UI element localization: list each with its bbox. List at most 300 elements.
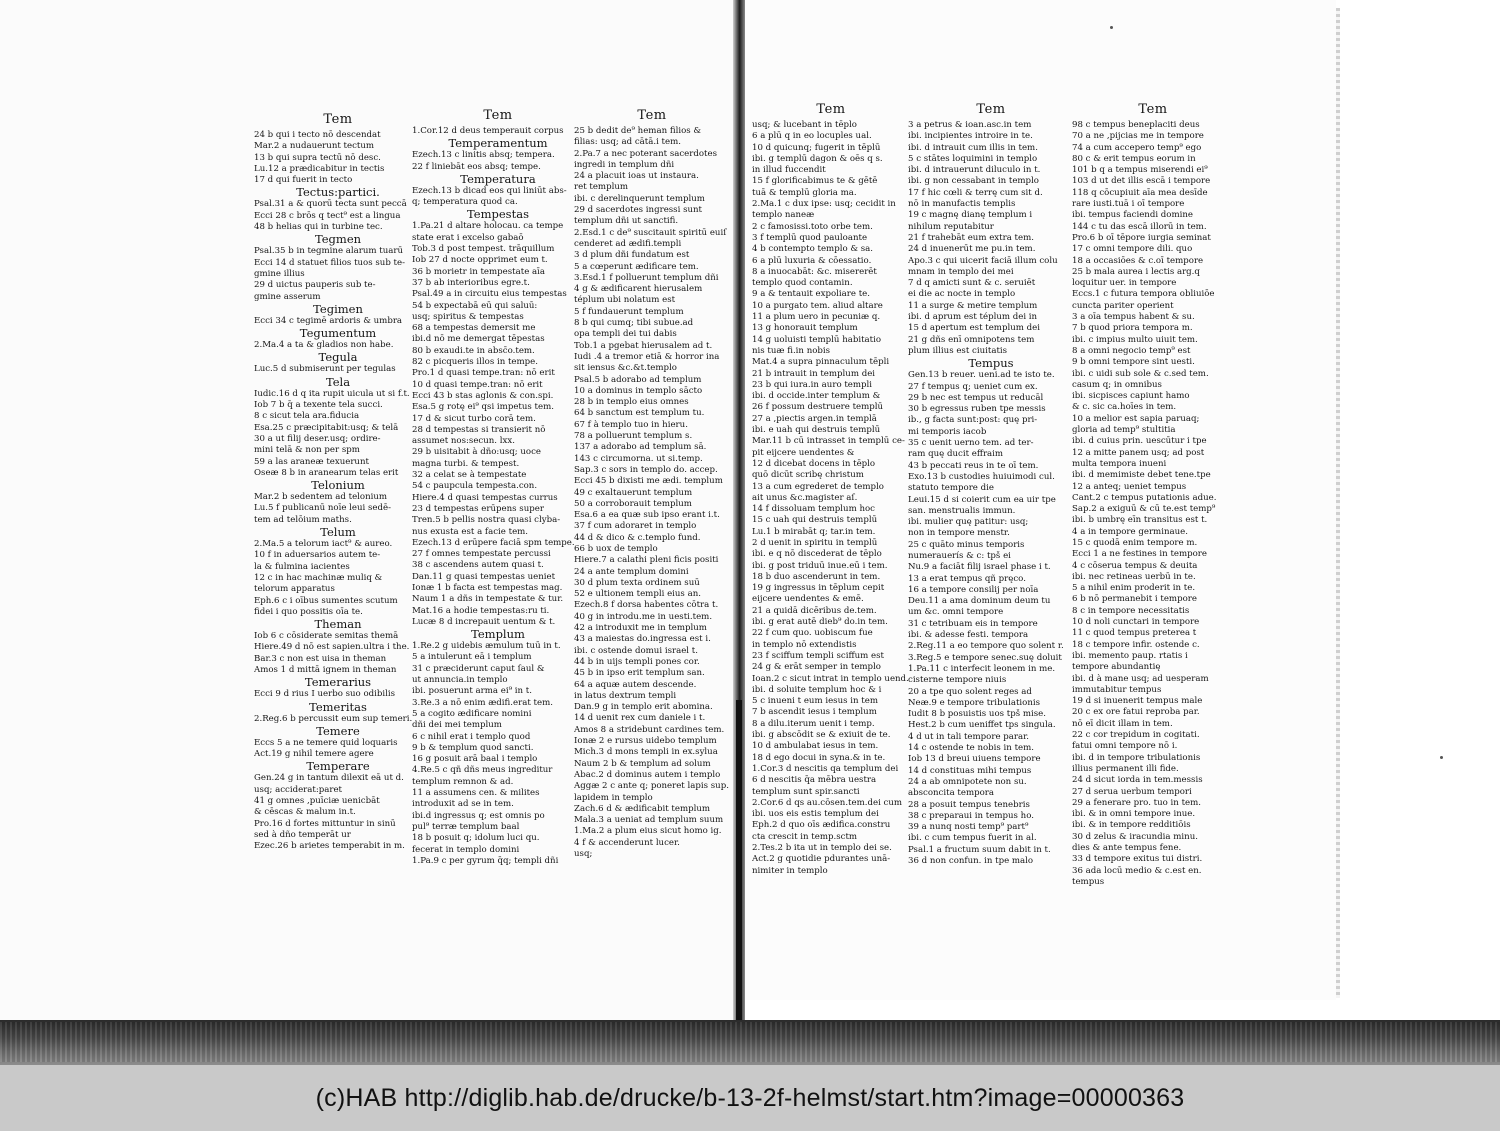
entry-line: sed à dño temperāt ur	[254, 829, 351, 840]
entry-line: Ecci 9 d rius I uerbo suo odibilis	[254, 689, 396, 700]
entry-line: 30 d plum texta ordinem suū	[574, 577, 700, 588]
entry-line: 15 f glorificabimus te & gētē	[752, 176, 878, 187]
entry-line: ibi. incipientes introire in te.	[908, 131, 1033, 142]
entry-line: ret templum	[574, 182, 629, 193]
entry-line: 15 c uah qui destruis templū	[752, 515, 878, 526]
entry-line: 21 a quidā dicēribus de.tem.	[752, 605, 877, 616]
page-edge	[1336, 8, 1340, 998]
entry-line: Ecci 14 d statuet filios tuos sub te-	[254, 257, 405, 268]
entry-line: 38 c preparaui in tempus ho.	[908, 810, 1034, 821]
entry-line: 4.Re.5 c qñ dñs meus ingreditur	[412, 765, 553, 776]
entry-line: rare iusti.tuā i oī tempore	[1072, 199, 1185, 210]
entry-line: ibi. c uidi sub sole & c.sed tem.	[1072, 368, 1209, 379]
entry-line: 64 a aquæ autem descende.	[574, 679, 697, 690]
entry-line: ait unus &c.magister aſ.	[752, 492, 858, 503]
entry-line: Ionæ 1 b facta est tempestas mag.	[412, 582, 563, 593]
entry-line: 16 a tempore consilij per noīa	[908, 584, 1039, 595]
entry-line: ei die ac nocte in templo	[908, 289, 1016, 300]
entry-line: 19 c magnę dianę templum i	[908, 210, 1033, 221]
entry-line: in illud fuccendit	[752, 165, 826, 176]
entry-line: Amos 1 d mittā ignem in theman	[254, 664, 397, 675]
running-head: Tem	[976, 102, 1006, 117]
entry-line: 13 b qui supra tectū nō desc.	[254, 152, 381, 163]
entry-line: ibi. memento paup. rtatis i	[1072, 650, 1188, 661]
entry-line: plum illius est ciuitatis	[908, 345, 1008, 356]
entry-line: 23 f sciffum templi sciffum est	[752, 650, 884, 661]
entry-line: fatui omni tempore nō i.	[1072, 741, 1178, 752]
entry-line: Temere	[316, 723, 360, 738]
entry-line: 1.Re.2 g uidebis æmulum tuū in t.	[412, 641, 561, 652]
entry-line: Neæ.9 e tempore tribulationis	[908, 697, 1041, 708]
entry-line: ibi. mulier quę patitur: usq;	[908, 517, 1029, 528]
entry-line: absconcita tempora	[908, 788, 995, 799]
entry-line: Exo.13 b custodies huiuimodi cul.	[908, 471, 1055, 482]
entry-line: 35 c uenit uerno tem. ad ter-	[908, 438, 1034, 449]
entry-line: 40 g in introdu.me in uesti.tem.	[574, 611, 713, 622]
entry-line: 4 b contempto templo & sa.	[752, 244, 873, 255]
entry-line: 24 d sicut iorda in tem.messis	[1072, 775, 1203, 786]
entry-line: gmine asserum	[254, 291, 321, 302]
entry-line: ibi. d soluite templum hoc & i	[752, 684, 882, 695]
entry-line: 44 d & dico & c.templo fund.	[574, 532, 701, 543]
entry-line: Telum	[320, 525, 356, 540]
entry-line: Hiere.7 a calathi pleni ficis positi	[574, 555, 719, 566]
entry-line: Zach.6 d & ædificabit templum	[574, 803, 711, 814]
entry-line: 29 d uictus pauperis sub te-	[254, 280, 376, 291]
entry-line: tempus	[1072, 876, 1105, 887]
entry-line: Sap.3 c sors in templo do. accep.	[574, 464, 718, 475]
entry-line: 3 d plum dñi fundatum est	[574, 250, 690, 261]
entry-line: 4 g & ædificarent hierusalem	[574, 284, 703, 295]
entry-line: Tempus	[968, 356, 1014, 371]
entry-line: 21 b intrauit in templum dei	[752, 368, 876, 379]
entry-line: & c. sic ca.hoīes in tem.	[1072, 402, 1177, 413]
entry-line: Tela	[325, 374, 351, 389]
entry-line: introduxit ad se in tem.	[412, 799, 514, 810]
entry-line: la & fulmina iacientes	[254, 561, 350, 572]
entry-line: Gen.13 b reuer. ueni.ad te isto te.	[908, 370, 1055, 381]
entry-line: Esa.5 g rotę ei⁹ qsi impetus tem.	[412, 402, 554, 413]
entry-line: 28 d tempestas si transierit nō	[412, 424, 546, 435]
entry-line: ibi. sicpisces capiunt hamo	[1072, 391, 1190, 402]
entry-line: Esa.6 a ea quæ sub ipso erant i.t.	[574, 510, 720, 521]
entry-line: Act.19 g nihil temere agere	[254, 749, 374, 760]
entry-line: Sap.2 a exiguū & cū te.est temp⁹	[1072, 504, 1216, 515]
entry-line: Leui.15 d si coierit cum ea uir tpe	[908, 494, 1056, 505]
entry-line: 37 f cum adoraret in templo	[574, 521, 697, 532]
entry-line: Iudit 8 b posuistis uos tpš mise.	[908, 709, 1046, 720]
entry-line: 10 d ambulabat iesus in tem.	[752, 741, 879, 752]
entry-line: 33 d tempore exitus tui distri.	[1072, 854, 1203, 865]
entry-line: 2.Ma.5 a telorum iact⁹ & aureo.	[254, 539, 393, 550]
entry-line: Temerarius	[304, 675, 372, 690]
entry-line: Nu.9 a faciāt filij israel phase i t.	[908, 562, 1051, 573]
entry-line: 19 g ingressus in tēplum cepit	[752, 583, 885, 594]
entry-line: templum sunt spir.sancti	[752, 786, 860, 797]
entry-line: 30 a ut filij deser.usq; ordire-	[254, 433, 381, 444]
running-head: Tem	[637, 108, 667, 123]
entry-line: magna turbi. & tempest.	[412, 458, 520, 469]
entry-line: 64 b sanctum est templum tu.	[574, 408, 705, 419]
entry-line: in latus dextrum templi	[574, 690, 677, 701]
entry-line: Lucæ 8 d increpauit uentum & t.	[412, 616, 556, 627]
entry-line: Psal.1 a fructum suum dabit in t.	[908, 844, 1051, 855]
entry-line: 5 a nihil enim proderit in te.	[1072, 583, 1196, 594]
entry-line: Tob.1 a pgebat hierusalem ad t.	[574, 340, 713, 351]
entry-line: Cant.2 c tempus putationis adue.	[1072, 492, 1217, 503]
entry-line: cta crescit in temp.sctm	[752, 831, 858, 842]
column-lines	[254, 130, 422, 853]
entry-line: cuncta pariter operient	[1072, 300, 1174, 311]
entry-line: Iob 7 b q̄ a texente tela succi.	[254, 400, 383, 411]
entry-line: um &c. omni tempore	[908, 607, 1004, 618]
entry-line: 7 b ascendit iesus i templum	[752, 707, 877, 718]
entry-line: téplum ubi nolatum est	[574, 295, 676, 306]
entry-line: 2 c famosissi.toto orbe tem.	[752, 221, 873, 232]
entry-line: tuā & templū gloria ma.	[752, 187, 857, 198]
entry-line: 28 a posuit tempus tenebris	[908, 799, 1030, 810]
running-head: Tem	[323, 112, 353, 127]
entry-line: non in tempore menstr.	[908, 528, 1010, 539]
entry-line: 9 b omni tempore sint uesti.	[1072, 357, 1195, 368]
entry-line: 19 d si inuenerit tempus male	[1072, 696, 1203, 707]
entry-line: Ionæ 2 e rursus uidebo templum	[574, 736, 717, 747]
entry-line: 5 a cœperunt ædificare tem.	[574, 261, 699, 272]
entry-line: 103 d ut det illis escā i tempore	[1072, 176, 1211, 187]
entry-line: assumet nos:secun. lxx.	[412, 436, 515, 447]
entry-line: ibi. c cum tempus fuerit in al.	[908, 833, 1037, 844]
entry-line: Telonium	[311, 478, 365, 493]
entry-line: ingredi in templum dñi	[574, 159, 675, 170]
entry-line: 21 f trahebāt eum extra tem.	[908, 232, 1034, 243]
entry-line: 14 d constituas mihi tempus	[908, 765, 1032, 776]
entry-line: 1.Cor.12 d deus temperauit corpus	[412, 126, 564, 136]
entry-line: eijcere uendentes & emē.	[752, 594, 864, 605]
entry-line: gloria ad temp⁹ stultitia	[1072, 425, 1176, 436]
entry-line: 25 b dedit de⁹ heman filios &	[574, 126, 702, 136]
entry-line: sit iensus &c.&t.templo	[574, 363, 677, 374]
entry-line: usq; & lucebant in tēplo	[752, 120, 857, 130]
entry-line: 36 d non confun. in tpe malo	[908, 856, 1034, 866]
entry-line: nihilum reputabitur	[908, 221, 994, 232]
entry-line: Dan.9 g in templo erit abomina.	[574, 702, 713, 713]
entry-line: Tren.5 b pellis nostra quasi clyba-	[412, 515, 561, 526]
entry-line: Ezec.26 b arietes temperabit in m.	[254, 841, 405, 852]
entry-line: 39 a nunq nosti temp⁹ part⁹	[908, 822, 1029, 833]
entry-line: 10 d quicunq; fugerit in tēplū	[752, 142, 881, 153]
entry-line: 8 a dilu.iterum uenit i temp.	[752, 718, 875, 729]
entry-line: 1.Ma.2 a plum eius sicut homo ig.	[574, 826, 722, 837]
entry-line: 1.Cor.3 d nescitis qa templum dei	[752, 763, 899, 774]
entry-line: 6 c nihil erat i templo quod	[412, 731, 531, 742]
entry-line: ibi. & in tempore redditiōis	[1072, 820, 1191, 831]
entry-line: immutabitur tempus	[1072, 684, 1162, 695]
entry-line: ibi. g templū dagon & oēs q s.	[752, 153, 883, 164]
column-1	[254, 112, 422, 853]
entry-line: Iob 6 c cōsiderate semitas themā	[254, 631, 399, 642]
entry-line: Ecci 28 c brōs q tect⁹ est a lingua	[254, 210, 401, 221]
entry-line: 22 c cor trepidum in cogitati.	[1072, 730, 1200, 741]
entry-line: 42 a introduxit me in templum	[574, 623, 707, 634]
entry-line: Lu.12 a prædicabitur in tectis	[254, 163, 385, 174]
entry-line: 12 a anteq; ueniet tempus	[1072, 481, 1187, 492]
entry-line: ibi. c impius multo uiuit tem.	[1072, 334, 1198, 345]
entry-line: Tempestas	[467, 207, 529, 222]
entry-line: ibi. g non cessabant in templo	[908, 176, 1039, 187]
entry-line: 7 d q amicti sunt & c. seruiēt	[908, 278, 1036, 289]
entry-line: casum q; in omnibus	[1072, 379, 1162, 390]
entry-line: tempore abundantię	[1072, 662, 1161, 673]
entry-line: 24 g & erāt semper in templo	[752, 662, 881, 673]
entry-line: 26 f possum destruere templū	[752, 402, 884, 413]
entry-line: 50 a corroborauit templum	[574, 498, 692, 509]
entry-line: 21 g dñs enī omnipotens tem	[908, 334, 1035, 345]
entry-line: 4 a in tempore germinaue.	[1072, 526, 1188, 537]
entry-line: 2.Pa.7 a nec poterant sacerdotes	[574, 148, 718, 159]
entry-line: 38 c ascendens autem quasi t.	[412, 560, 544, 571]
entry-line: dñi dei mei templum	[412, 720, 502, 731]
entry-line: fidei i quo possitis oīa te.	[254, 606, 363, 617]
entry-line: usq; spiritus & tempestas	[412, 311, 524, 322]
entry-line: 20 a tpe quo solent reges ad	[908, 686, 1032, 697]
entry-line: Ezech.13 d erūpere faciā spm tempe.	[412, 537, 575, 548]
entry-line: 44 b in uijs templi pones cor.	[574, 656, 700, 667]
entry-line: 2.Ma.1 c dux ipse: usq; cecidit in	[752, 199, 896, 210]
entry-line: 24 a ab omnipotete non su.	[908, 776, 1027, 787]
entry-line: Mar.2 a nudauerunt tectum	[254, 141, 375, 152]
entry-line: 17 d qui fuerit in tecto	[254, 175, 353, 186]
entry-line: Mat.16 a hodie tempestas:ru ti.	[412, 605, 550, 616]
entry-line: 101 b q a tempus miserendi ei⁹	[1072, 165, 1208, 176]
entry-line: illius permanent illi fide.	[1072, 763, 1179, 774]
entry-line: ib., g facta sunt:post: quę pri-	[908, 415, 1038, 426]
entry-line: templo quod contamin.	[752, 278, 853, 289]
entry-line: 52 e ultionem templi eius an.	[574, 589, 701, 600]
entry-line: ibi. tempus faciendi domine	[1072, 210, 1193, 221]
column-lines	[1072, 120, 1234, 888]
entry-line: nis tuæ fi.in nobis	[752, 345, 831, 356]
column-lines	[412, 126, 584, 867]
entry-line: san. menstrualis immun.	[908, 505, 1016, 516]
entry-line: 22 f liniebāt eos absq; tempe.	[412, 161, 541, 172]
column-3	[574, 108, 730, 860]
entry-line: Iob 27 d nocte opprimet eum t.	[412, 255, 548, 266]
entry-line: 1.Pa.21 d altare holocau. ca tempe	[412, 221, 564, 232]
entry-line: 24 a placuit ioas ut instaura.	[574, 171, 699, 182]
entry-line: state erat i excelso gabaō	[412, 232, 524, 243]
entry-line: 31 c præciderunt caput ſaul &	[412, 663, 545, 674]
entry-line: 18 c tempore infir. ostende c.	[1072, 639, 1200, 650]
entry-line: 74 a cum accepero temp⁹ ego	[1072, 142, 1202, 153]
entry-line: Tegmen	[314, 232, 362, 247]
entry-line: 27 f omnes tempestate percussi	[412, 549, 551, 560]
entry-line: q; temperatura quod ca.	[412, 197, 518, 208]
entry-line: lapidem in templo	[574, 792, 653, 803]
entry-line: 59 a las araneæ texuerunt	[254, 456, 369, 467]
entry-line: 18 d ego docui in syna.& in te.	[752, 752, 886, 763]
entry-line: 14 g uoluisti templū habitatio	[752, 334, 882, 345]
column-4	[752, 102, 910, 877]
entry-line: cenderet ad ædifi.templi	[574, 238, 682, 249]
entry-line: nus exusta est a facie tem.	[412, 526, 529, 537]
entry-line: 18 a occasiōes & c.oī tempore	[1072, 255, 1204, 266]
entry-line: 31 c tetribuam eis in tempore	[908, 618, 1038, 629]
entry-line: ibi. b umbrę eīn transitus est t.	[1072, 515, 1208, 526]
entry-line: Templum	[471, 627, 525, 642]
entry-line: Tegimen	[313, 301, 363, 316]
entry-line: Iudic.16 d q ita rupit uicula ut si f.t.	[254, 388, 410, 399]
entry-line: ibi. d aprum est téplum dei in	[908, 312, 1038, 323]
entry-line: 12 c in hac machinæ muliq &	[254, 572, 383, 583]
entry-line: Dan.11 g quasi tempestas ueniet	[412, 571, 556, 582]
entry-line: 23 b qui iura.in auro templi	[752, 379, 873, 390]
entry-line: Ecci 1 a ne festines in tempore	[1072, 549, 1207, 560]
entry-line: 29 b nec est tempus ut reducāl	[908, 392, 1044, 403]
entry-line: Pro.1 d quasi tempe.tran: nō erit	[412, 368, 555, 379]
entry-line: 22 f cum quo. uobiscum fue	[752, 628, 873, 639]
entry-line: 20 c ex ore fatui reproba par.	[1072, 707, 1200, 718]
entry-line: 5 c inueni t eum iesus in tem	[752, 696, 878, 707]
entry-line: 54 b expectabā eū qui saluū:	[412, 300, 538, 311]
entry-line: pul⁹ terræ templum baal	[412, 821, 520, 832]
entry-line: in templo nō extendistis	[752, 639, 857, 650]
entry-line: templum dñi ut sanctifi.	[574, 216, 679, 227]
entry-line: 2.Cor.6 d qs au.cōsen.tem.dei cum	[752, 797, 903, 808]
entry-line: 3 f templū quod pauloante	[752, 232, 868, 243]
entry-line: 9 b & templum quod sancti.	[412, 742, 534, 753]
entry-line: 43 b peccati reus in te oī tem.	[908, 460, 1039, 471]
entry-line: 48 b helias qui in turbine tec.	[254, 222, 383, 233]
entry-line: 67 f à templo tuo in hieru.	[574, 419, 688, 430]
entry-line: 10 a melior est sapia paruaq;	[1072, 413, 1200, 424]
entry-line: 15 c quodā enim tempore m.	[1072, 537, 1198, 548]
entry-line: 14 c ostende te nobis in tem.	[908, 743, 1034, 754]
entry-line: 70 a ne ,pijcias me in tempore	[1072, 131, 1204, 142]
running-head: Tem	[816, 102, 846, 117]
entry-line: Eccs 5 a ne temere quid loquaris	[254, 737, 398, 748]
entry-line: 36 b morietr in tempestate aīa	[412, 266, 546, 277]
entry-line: Apo.3 c qui uicerit faciā illum colu	[908, 255, 1058, 266]
column-lines	[574, 126, 730, 860]
entry-line: 5 f fundauerunt templum	[574, 306, 684, 317]
entry-line: Luc.5 d submiserunt per tegulas	[254, 364, 396, 375]
entry-line: 49 c exaltauerunt templum	[574, 487, 693, 498]
entry-line: Temperare	[306, 759, 370, 774]
entry-line: 7 b quod priora tempora m.	[1072, 323, 1193, 334]
entry-line: 3.Reg.5 e tempore senec.suę doluit	[908, 652, 1062, 663]
entry-line: 43 a maiestas do.ingressa est i.	[574, 634, 711, 645]
entry-line: Tectus:partici.	[296, 185, 380, 200]
entry-line: Deu.11 a ama dominum deum tu	[908, 596, 1051, 607]
entry-line: Temperatura	[460, 171, 536, 186]
entry-line: ibi. nec retineas uerbū in te.	[1072, 571, 1196, 582]
entry-line: 3 a oīa tempus habent & su.	[1072, 312, 1195, 323]
entry-line: templum remnon & ad.	[412, 776, 514, 787]
entry-line: fecerat in templo domini	[412, 844, 520, 855]
entry-line: filias: usq; ad cātā.i tem.	[574, 137, 681, 148]
entry-line: 98 c tempus beneplaciti deus	[1072, 120, 1200, 130]
entry-line: 27 a ,piectis argen.in templā	[752, 413, 877, 424]
entry-line: Oseæ 8 b in aranearum telas erit	[254, 467, 399, 478]
entry-line: 24 d inuenerūt me pu.in tem.	[908, 244, 1036, 255]
running-head: Tem	[1138, 102, 1168, 117]
entry-line: ibi. uos eis estis templum dei	[752, 809, 879, 820]
entry-line: 3 a petrus & ioan.asc.in tem	[908, 120, 1032, 130]
entry-line: 5 a cogito ædificare nomini	[412, 708, 532, 719]
scan-bed-texture	[0, 1022, 1500, 1062]
entry-line: 10 f in aduersarios autem te-	[254, 550, 381, 561]
entry-line: numerauerís & c: tpš ei	[908, 550, 1011, 561]
entry-line: ibi. g abscōdit se & exiuit de te.	[752, 730, 891, 741]
entry-line: 6 a plū q in eo locuples ual.	[752, 131, 872, 142]
entry-line: 17 f hic cœli & terrę cum sit d.	[908, 187, 1043, 198]
entry-line: Esa.25 c præcipitabit:usq; & telā	[254, 422, 399, 433]
entry-line: ibi. c ostende domui israel t.	[574, 645, 698, 656]
entry-line: ibi. e uah qui destruis templū	[752, 425, 881, 436]
entry-line: Hest.2 b cum ueniffet tps singula.	[908, 720, 1056, 731]
entry-line: 13 a cum egrederet de templo	[752, 481, 884, 492]
entry-line: 12 d dicebat docens in tēplo	[752, 458, 876, 469]
entry-line: 25 c quāto minus temporis	[908, 539, 1025, 550]
entry-line: 6 d nescitis q̄a mēbra uestra	[752, 775, 877, 786]
entry-line: 6 a plū luxuria & cōessatio.	[752, 255, 872, 266]
entry-line: Iudi .4 a tremor etiā & horror ina	[574, 351, 720, 362]
entry-line: 5 c stātes loquimini in templo	[908, 153, 1038, 164]
entry-line: ibi. g erat autē dieb⁹ do.in tem.	[752, 617, 888, 628]
entry-line: 2.Ma.4 a ta & gladios non habe.	[254, 340, 394, 351]
entry-line: 25 b mala aurea i lectis arg.q	[1072, 266, 1200, 277]
entry-line: ibi. c derelinquerunt templum	[574, 193, 705, 204]
footer-text: (c)HAB http://diglib.hab.de/drucke/b-13-2f-helmst/start.htm?image=00000363	[315, 1083, 1185, 1112]
entry-line: Mar.2 b sedentem ad telonium	[254, 492, 388, 503]
entry-line: 4 f & accenderunt lucer.	[574, 837, 680, 848]
entry-line: ibi.d nō me demergat tēpestas	[412, 334, 545, 345]
entry-line: 28 b in templo eius omnes	[574, 397, 689, 408]
entry-line: Ioan.2 c sicut intrat in templo uend.	[752, 673, 909, 684]
entry-line: 144 c tu das escā illorū in tem.	[1072, 221, 1207, 232]
entry-line: 9 a & tentauit expoliare te.	[752, 289, 870, 300]
entry-line: 14 d uenit rex cum daniele i t.	[574, 713, 706, 724]
entry-line: 27 d serua uerbum tempori	[1072, 786, 1192, 797]
entry-line: opa templi dei tui dabis	[574, 329, 677, 340]
entry-line: ibi. d in tempore tribulationis	[1072, 752, 1201, 763]
entry-line: 11 c quod tempus preterea t	[1072, 628, 1197, 639]
entry-line: ibi. d à mane usq; ad uesperam	[1072, 673, 1209, 684]
entry-line: 2 d uenit in spiritu in templū	[752, 537, 878, 548]
entry-line: 17 d & sicut turbo corā tem.	[412, 413, 536, 424]
entry-line: Ecci 34 c tegimē ardoris & umbra	[254, 315, 403, 326]
copyright-footer	[0, 1065, 1500, 1131]
entry-line: 1.Pa.9 c per gyrum q̄q; templi dñi	[412, 855, 559, 866]
entry-line: templo naneæ	[752, 210, 815, 221]
entry-line: quō dicūt scribę christum	[752, 470, 864, 481]
entry-line: Tegula	[318, 350, 358, 365]
entry-line: 16 g posuit arā baal i templo	[412, 754, 538, 765]
entry-line: 54 c paupcula tempesta.con.	[412, 481, 538, 492]
entry-line: ibi. d occide.inter templum &	[752, 391, 881, 402]
entry-line: 2.Reg.11 a eo tempore quo solent r.	[908, 641, 1064, 652]
entry-line: 30 b egressus ruben tpe messis	[908, 404, 1046, 415]
column-lines	[752, 120, 910, 877]
entry-line: 137 a adorabo ad templum sā.	[574, 442, 707, 453]
entry-line: ibi. & adesse festi. tempora	[908, 630, 1029, 641]
entry-line: 13 a erat tempus qñ pręco.	[908, 573, 1026, 584]
column-6	[1072, 102, 1234, 888]
column-5	[908, 102, 1074, 867]
entry-line: 2.Tes.2 b ita ut in templo dei se.	[752, 843, 892, 853]
entry-line: 14 f dissoluam templum hoc	[752, 504, 875, 515]
entry-line: 17 c omni tempore dili. quo	[1072, 244, 1193, 255]
